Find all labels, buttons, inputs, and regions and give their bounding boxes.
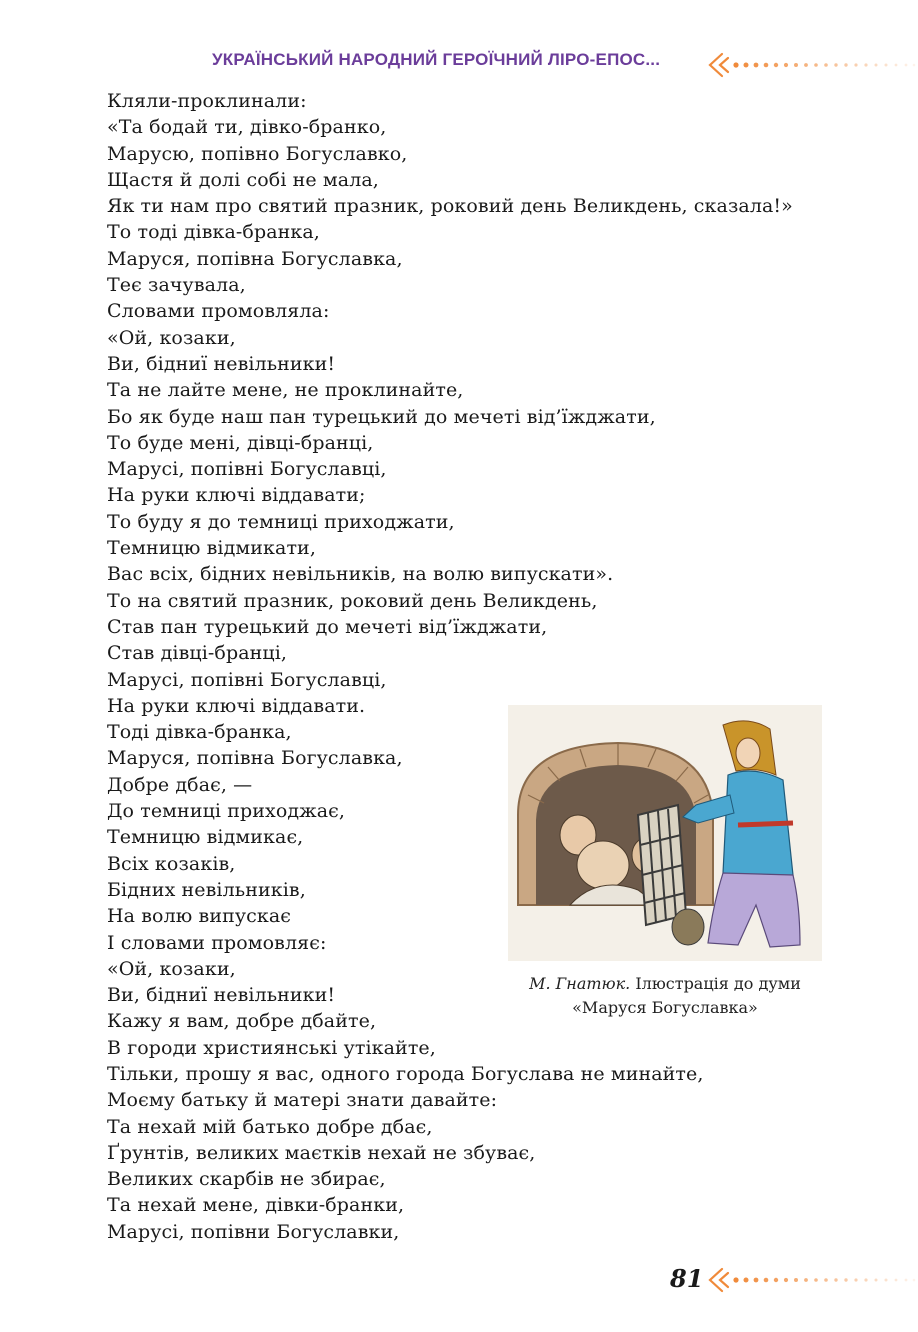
caption-text-line1: Ілюстрація до думи: [630, 974, 801, 993]
poem-line: Марусі, попівні Богуславці,: [107, 668, 387, 691]
poem-line: Тільки, прошу я вас, одного города Богуслава не минайте,: [107, 1062, 704, 1085]
poem-line: То на святий празник, роковий день Великдень,: [107, 589, 598, 612]
poem-line: Ви, бідниї невільники!: [107, 352, 336, 375]
caption-text-line2: «Маруся Богуславка»: [572, 998, 758, 1017]
poem-line: Та нехай мене, дівки-бранки,: [107, 1194, 405, 1217]
poem-line: Маруся, попівна Богуславка,: [107, 247, 403, 270]
poem-line: На волю випускає: [107, 905, 292, 928]
poem-line: Словами промовляла:: [107, 300, 330, 323]
poem-line: На руки ключі віддавати;: [107, 484, 366, 507]
poem-line: Темницю відмикати,: [107, 537, 316, 560]
poem-line: То буде мені, дівці-бранці,: [107, 431, 374, 454]
poem-line: То буду я до темниці приходжати,: [107, 510, 455, 533]
poem-line: Кажу я вам, добре дбайте,: [107, 1010, 377, 1033]
poem-line: «Та бодай ти, дівко-бранко,: [107, 116, 387, 139]
poem-line: Ви, бідниї невільники!: [107, 984, 336, 1007]
running-header-title: УКРАЇНСЬКИЙ НАРОДНИЙ ГЕРОЇЧНИЙ ЛІРО-ЕПОС...: [212, 50, 661, 69]
footer-arrow-decoration: [706, 1265, 918, 1295]
poem-line: Добре дбає, —: [107, 773, 253, 796]
poem-line: Бо як буде наш пан турецький до мечеті від’їжджати,: [107, 405, 656, 428]
poem-line: Моєму батьку й матері знати давайте:: [107, 1089, 498, 1112]
poem-line: Бідних невільників,: [107, 878, 306, 901]
poem-line: Марусю, попівно Богуславко,: [107, 142, 408, 165]
arrow-chevron-icon: [710, 1269, 728, 1291]
poem-line: І словами промовляє:: [107, 931, 327, 954]
poem-line: Великих скарбів не збирає,: [107, 1168, 386, 1191]
poem-line: «Ой, козаки,: [107, 326, 236, 349]
dotted-line-icon: [733, 1277, 915, 1282]
poem-line: До темниці приходжає,: [107, 800, 346, 823]
poem-line: Кляли-проклинали:: [107, 90, 307, 112]
poem-line: Всіх козаків,: [107, 852, 236, 875]
poem-line: Темницю відмикає,: [107, 826, 304, 849]
poem-line: Та нехай мій батько добре дбає,: [107, 1115, 433, 1138]
poem-line: Марусі, попівни Богуславки,: [107, 1220, 400, 1243]
poem-line: Щастя й долі собі не мала,: [107, 168, 379, 191]
poem-line: Тоді дівка-бранка,: [107, 721, 292, 744]
poem-line: Та не лайте мене, не проклинайте,: [107, 379, 464, 402]
header-arrow-decoration: [706, 50, 918, 80]
caption-author: М. Гнатюк.: [529, 974, 631, 993]
poem-line: Став пан турецький до мечеті від’їжджати,: [107, 615, 548, 638]
poem-line: «Ой, козаки,: [107, 957, 236, 980]
page-number: 81: [670, 1264, 704, 1293]
poem-line: Маруся, попівна Богуславка,: [107, 747, 403, 770]
poem-line: Вас всіх, бідних невільників, на волю випускати».: [107, 563, 614, 586]
arrow-chevron-icon: [710, 54, 728, 76]
poem-line: Ґрунтів, великих маєтків нехай не збуває,: [107, 1141, 536, 1164]
illustration-marusia-boguslavka: [508, 705, 822, 961]
poem-line: Марусі, попівні Богуславці,: [107, 458, 387, 481]
illustration-caption: [506, 972, 824, 1020]
prison-door-grate: [638, 805, 686, 925]
poem-line: На руки ключі віддавати.: [107, 694, 366, 717]
dotted-line-icon: [733, 62, 915, 67]
poem-line: В городи християнські утікайте,: [107, 1036, 436, 1059]
poem-line: То тоді дівка-бранка,: [107, 221, 320, 244]
poem-line: Теє зачувала,: [107, 274, 246, 297]
poem-line: Як ти нам про святий празник, роковий день Великдень, сказала!»: [107, 195, 793, 218]
poem-line: Став дівці-бранці,: [107, 642, 288, 665]
poem-text: [107, 88, 793, 1245]
